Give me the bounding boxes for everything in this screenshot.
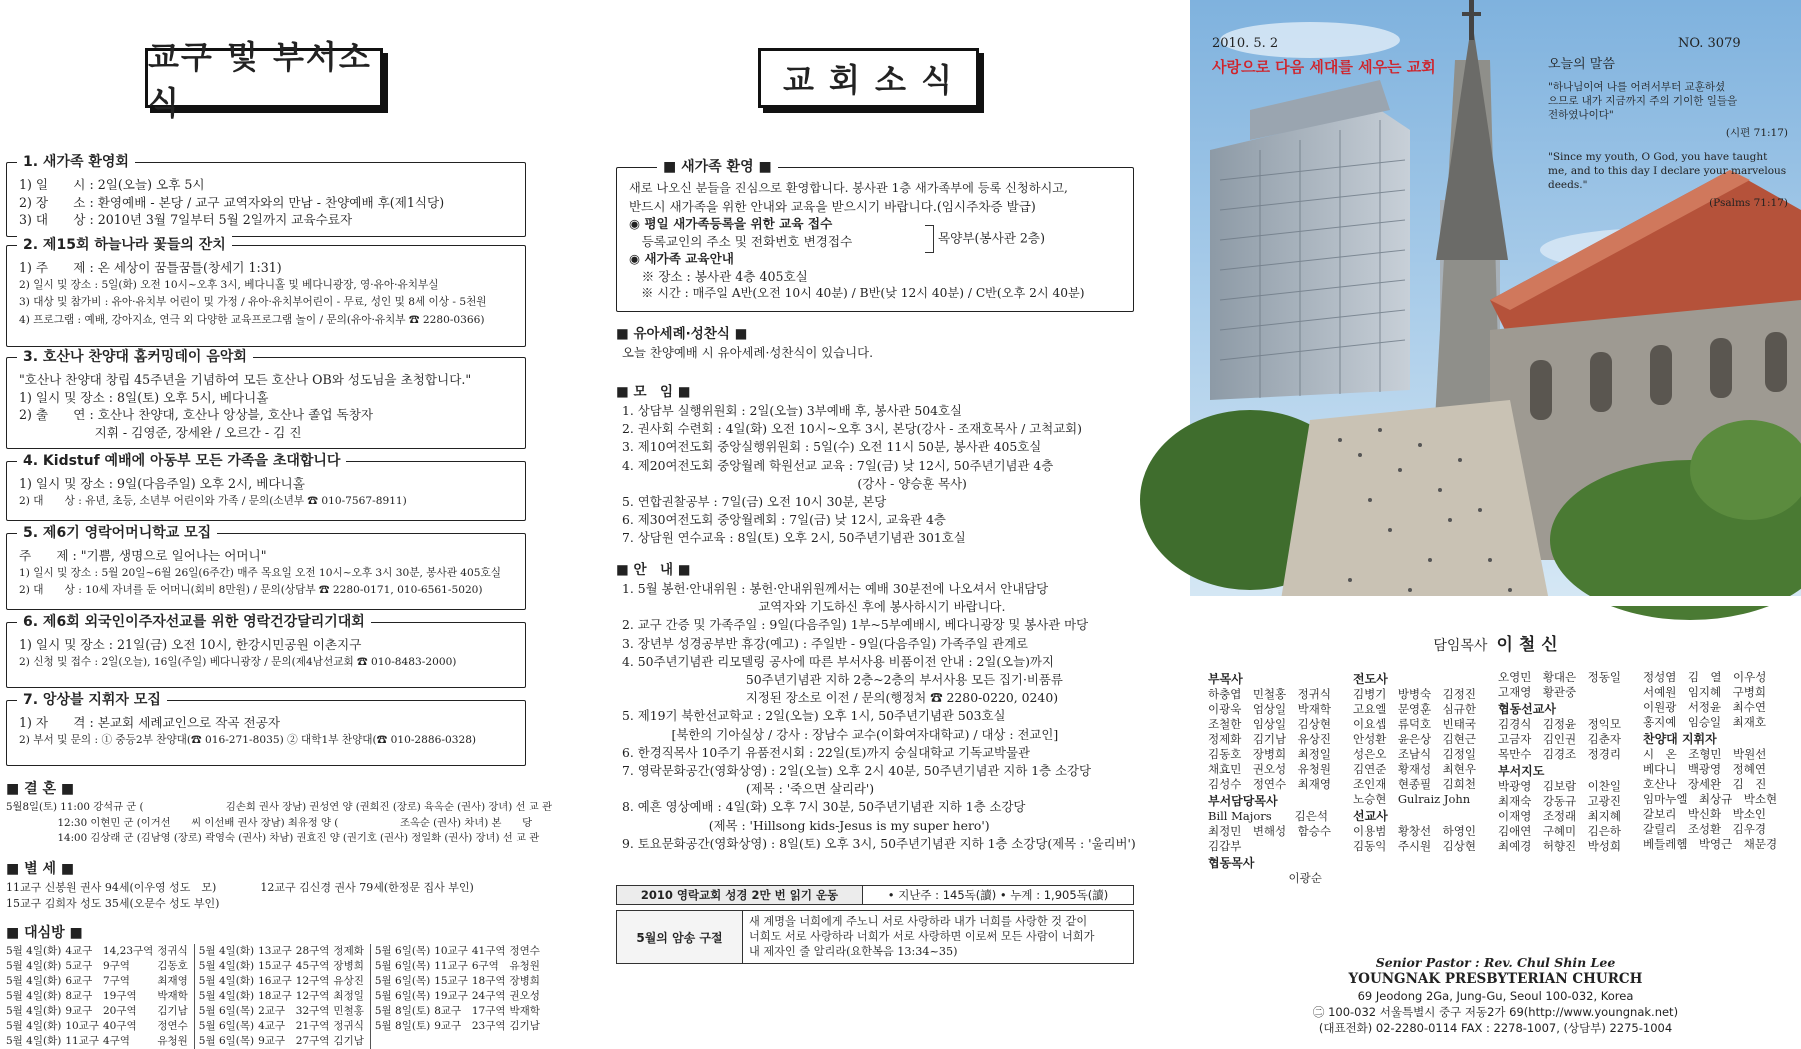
staff-list <box>1208 670 1788 885</box>
staff-names: 갈보리 박신화 박소인 <box>1643 807 1766 821</box>
visit-cell: 박재학 <box>157 989 194 1004</box>
notice-body-2 <box>7 246 525 332</box>
staff-names: 이원광 서정윤 최수연 <box>1643 700 1766 714</box>
notice-box-6 <box>6 614 526 688</box>
visit-cell: 5월 4일(화) <box>6 945 62 957</box>
notice-list <box>622 580 1136 853</box>
newcomer-title: ■ 새가족 환영 ■ <box>657 157 778 177</box>
visit-cell: 18교구 <box>258 990 292 1002</box>
senior-pastor: Senior Pastor : Rev. Chul Shin Lee <box>1375 955 1616 970</box>
visit-cell: 2교구 <box>258 1005 286 1017</box>
meeting-line: (강사 - 양승훈 목사) <box>622 475 967 491</box>
notice-line: 1) 일시 및 장소 : 9일(다음주일) 오후 2시, 베다니홀 <box>19 476 305 491</box>
square-bullet-icon: ■ <box>6 861 25 877</box>
todays-verse <box>1548 58 1788 210</box>
visit-cell: 40구역 <box>102 1020 137 1032</box>
visit-cell: 41구역 <box>471 945 506 957</box>
visit-cell: 김기남 <box>333 1034 370 1049</box>
notice-line: 2) 장 소 : 환영예배 - 본당 / 교구 교역자와의 만남 - 찬양예배 후(제1식당) <box>19 194 445 210</box>
notice-line: 4. 50주년기념관 리모델링 공사에 따른 부서사용 비품이전 안내 : 2일(오늘)까지 <box>622 653 1054 669</box>
notice-line: 6. 한경직목사 10주기 유품전시회 : 22일(토)까지 숭실대학교 기독교박물관 <box>622 744 1030 760</box>
notice-line: 2) 출 연 : 호산나 찬양대, 호산나 앙상블, 호산나 졸업 독창자 <box>19 407 374 422</box>
baptism-line: 오늘 찬양예배 시 유아세례·성찬식이 있습니다. <box>622 345 874 360</box>
visit-cell: 5월 4일(화) <box>6 990 62 1002</box>
staff-names: 안성환 윤은상 김현근 <box>1353 732 1476 746</box>
visit-cell: 4교구 <box>258 1020 286 1032</box>
visit-cell: 장병희 <box>333 959 370 974</box>
square-bullet-icon: ■ <box>56 861 75 877</box>
visit-title: 대심방 <box>24 925 65 941</box>
district-news-column <box>0 0 552 1049</box>
staff-group-heading: 찬양대 지휘자 <box>1643 732 1717 746</box>
meeting-line: 4. 제20여전도회 중앙월례 학원선교 교육 : 7일(금) 낮 12시, 50주년기념관 4층 <box>622 457 1054 473</box>
staff-names: 호산나 장세완 김 진 <box>1643 777 1767 791</box>
square-bullet-icon: ■ <box>6 925 25 941</box>
square-bullet-icon: ■ <box>6 781 25 797</box>
visit-row <box>6 1004 544 1019</box>
baptism-heading: ■ 유아세례·성찬식 ■ <box>616 326 748 342</box>
visit-cell: 5월 8일(토) <box>374 1020 431 1032</box>
wedding-list <box>6 800 552 847</box>
staff-group-heading: 협동선교사 <box>1498 702 1556 716</box>
notice-line: 1) 일 시 : 2일(오늘) 오후 5시 <box>19 177 205 192</box>
staff-names: 김동익 주시원 김상현 <box>1353 839 1476 853</box>
visit-cell: 박재학 <box>509 1005 540 1017</box>
visit-cell: 10교구 <box>65 1020 99 1032</box>
visit-cell: 정연수 <box>509 945 540 957</box>
visit-cell <box>472 1034 510 1049</box>
verse-kr-line: 으므로 내가 지금까지 주의 기이한 일들을 <box>1548 95 1738 107</box>
staff-names: 김경식 김정윤 정익모 <box>1498 717 1621 731</box>
visit-row <box>6 989 544 1004</box>
notice-box-2 <box>6 237 526 347</box>
visit-heading <box>6 922 83 942</box>
staff-names: 이용범 황창선 하영인 <box>1353 824 1476 838</box>
visit-cell: 5월 4일(화) <box>6 960 62 972</box>
visit-cell: 12구역 <box>295 990 330 1002</box>
notice-title-3: 3. 호산나 찬양대 홈커밍데이 음악회 <box>17 347 253 367</box>
wedding-line: 14:00 김상래 군 (김남영 (장로) 곽영숙 (권사) 차남) 권효진 양 (권기호 (권사) 정일화 (권사) 장녀) 선 교 관 <box>6 832 540 844</box>
visit-cell: 5월 6일(목) <box>374 945 431 957</box>
visit-cell: 5월 4일(화) <box>6 1020 62 1032</box>
staff-names: 정제화 김기남 유상진 <box>1208 732 1331 746</box>
visit-cell: 5월 4일(화) <box>6 1035 62 1047</box>
square-bullet-icon: ■ <box>64 925 83 941</box>
visit-cell: 정귀식 <box>333 1019 370 1034</box>
staff-group-heading: 부서담당목사 <box>1208 794 1278 808</box>
notice-box-1 <box>6 154 526 237</box>
notice-line: 주 제 : "기쁨, 생명으로 일어나는 어머니" <box>19 548 267 563</box>
notice-line: 9. 토요문화공간(영화상영) : 8일(토) 오후 3시, 50주년기념관 지하 1층 소강당(제목 : '울리버') <box>622 835 1136 851</box>
staff-names: 오영민 황대은 정동일 <box>1498 670 1621 684</box>
notice-line: 1) 일시 및 장소 : 5월 20일~6월 26일(6주간) 매주 목요일 오전 10시~오후 3시 30분, 봉사관 405호실 <box>19 566 501 579</box>
staff-names: 김성수 정연수 최재영 <box>1208 777 1331 791</box>
visit-cell: 17구역 <box>471 1005 506 1017</box>
issue-date: 2010. 5. 2 <box>1212 36 1279 51</box>
visit-cell: 28구역 <box>295 945 330 957</box>
staff-names: 고요엘 문영훈 심규한 <box>1353 702 1476 716</box>
staff-names: 갈릴리 조성환 김우경 <box>1643 822 1766 836</box>
newcomer-box <box>616 159 1134 312</box>
meeting-line: 5. 연합권찰공부 : 7일(금) 오전 10시 30분, 본당 <box>622 494 887 510</box>
verse-kr-line: 전하였나이다" <box>1548 109 1614 121</box>
verse-en-line: deeds." <box>1548 179 1588 191</box>
meeting-line: 1. 상담부 실행위원회 : 2일(오늘) 3부예배 후, 봉사관 504호실 <box>622 403 962 418</box>
notice-line: 1) 일시 및 장소 : 8일(토) 오후 5시, 베다니홀 <box>19 389 269 405</box>
visit-cell: 15교구 <box>258 960 292 972</box>
staff-names: 이광순 <box>1208 871 1322 885</box>
visit-cell: 유청원 <box>157 1034 194 1049</box>
meeting-list <box>622 402 1082 548</box>
memory-line: 내 제자인 줄 알리라(요한복음 13:34~35) <box>749 945 958 958</box>
staff-names: 하충엽 민철홍 정귀식 <box>1208 687 1331 701</box>
cover-column <box>1190 0 1801 1049</box>
address-en: 69 Jeodong 2Ga, Jung-Gu, Seoul 100-032, Korea <box>1357 989 1634 1003</box>
notice-line: 교역자와 기도하신 후에 봉사하시기 바랍니다. <box>622 599 1006 615</box>
newcomer-line: ◉ 새가족 교육안내 <box>629 251 734 266</box>
visit-cell: 5월 6일(목) <box>198 1005 255 1017</box>
notice-line: (제목 : '죽으면 살리라') <box>622 781 875 797</box>
notice-line: 2) 일시 및 장소 : 5일(화) 오전 10시~오후 3시, 베다니홀 및 베다니광장, 영·유아·유치부실 <box>19 278 439 291</box>
newcomer-line: 반드시 새가족을 위한 안내와 교육을 받으시기 바랍니다.(임시주차증 발급) <box>629 198 1036 214</box>
death-line: 11교구 신봉원 권사 94세(이우영 성도 모) 12교구 김신경 권사 79세(한정문 집사 부인) <box>6 881 474 894</box>
staff-names: 홍지예 임승일 최재호 <box>1643 715 1766 729</box>
visit-cell: 9교구 <box>434 1020 462 1032</box>
visit-cell: 23구역 <box>471 1020 506 1032</box>
staff-names: 채효민 권오성 유청원 <box>1208 762 1331 776</box>
staff-names: 시 온 조형민 박원선 <box>1643 747 1767 761</box>
notice-body-1 <box>7 163 525 232</box>
visit-cell: 4구역 <box>102 1035 130 1047</box>
staff-names: 임마누엘 최상규 박소현 <box>1643 792 1778 806</box>
visit-cell: 5월 6일(목) <box>198 1035 255 1047</box>
staff-names: 베들레헴 박영근 채문경 <box>1643 837 1778 851</box>
newcomer-line: ※ 시간 : 매주일 A반(오전 10시 40분) / B반(낮 12시 40분) / C반(오후 2시 40분) <box>629 286 1085 300</box>
verse-en-ref: (Psalms 71:17) <box>1709 197 1788 209</box>
issue-number: NO. 3079 <box>1678 36 1741 51</box>
newcomer-line: ◉ 평일 새가족등록을 위한 교육 접수 <box>629 216 833 231</box>
staff-names: 고금자 김인권 김춘자 <box>1498 732 1621 746</box>
notice-title-2: 2. 제15회 하늘나라 꽃들의 잔치 <box>17 235 232 255</box>
staff-names: 베다니 백광영 정혜연 <box>1643 762 1766 776</box>
staff-names: 이광욱 엄상일 박재학 <box>1208 702 1331 716</box>
notice-line: 1. 5월 봉헌·안내위원 : 봉헌·안내위원께서는 예배 30분전에 나오셔서 안내담당 <box>622 581 1049 596</box>
staff-names: 고재영 황관중 <box>1498 685 1577 699</box>
visit-cell: 5월 4일(화) <box>198 990 255 1002</box>
staff-names: 김연준 황재성 최현우 <box>1353 762 1476 776</box>
meeting-line: 2. 권사회 수련회 : 4일(화) 오전 10시~오후 3시, 본당(강사 - 조재호목사 / 고척교회) <box>622 421 1082 437</box>
notice-heading: ■ 안 내 ■ <box>616 562 691 578</box>
district-news-banner: 교구 및 부서소식 <box>145 48 383 108</box>
meeting-line: 7. 상담원 연수교육 : 8일(토) 오후 2시, 50주년기념관 301호실 <box>622 530 966 546</box>
meeting-heading: ■ 모 임 ■ <box>616 384 691 400</box>
notice-line: 3) 대상 및 참가비 : 유아·유치부 어린이 및 가정 / 유아·유치부어린이 - 무료, 성인 및 8세 이상 - 5천원 <box>19 296 487 308</box>
notice-line: 5. 제19기 북한선교학교 : 2일(오늘) 오후 1시, 50주년기념관 503호실 <box>622 708 1006 724</box>
death-heading <box>6 858 74 878</box>
notice-box-3 <box>6 349 526 449</box>
staff-names: 성은오 조남식 김정일 <box>1353 747 1476 761</box>
visit-row <box>6 959 544 974</box>
visit-cell: 5월 4일(화) <box>6 975 62 987</box>
notice-line: 3) 대 상 : 2010년 3월 7일부터 5월 2일까지 교육수료자 <box>19 212 353 227</box>
notice-body-5 <box>7 534 525 603</box>
notice-body-3 <box>7 358 525 444</box>
meeting-line: 6. 제30여전도회 중앙월례회 : 7일(금) 낮 12시, 교육관 4층 <box>622 512 946 528</box>
church-name-en: YOUNGNAK PRESBYTERIAN CHURCH <box>1348 971 1643 987</box>
visit-cell: 13교구 <box>258 945 292 957</box>
visit-cell: 권오성 <box>509 990 540 1002</box>
notice-line: 지정된 장소로 이전 / 문의(행정처 ☎ 2280-0220, 0240) <box>622 690 1059 706</box>
notice-box-4 <box>6 453 526 521</box>
visit-cell: 5월 8일(토) <box>374 1005 431 1017</box>
notice-box-7 <box>6 692 526 766</box>
wedding-line: 5월8일(토) 11:00 강석규 군 ( 김손희 권사 장남) 권성연 양 (권희진 (장로) 육옥순 (권사) 장녀) 선 교 관 <box>6 801 552 813</box>
visit-cell <box>510 1034 544 1049</box>
newcomer-line: ※ 장소 : 봉사관 4층 405호실 <box>629 268 808 284</box>
staff-group-heading: 전도사 <box>1353 672 1388 686</box>
staff-names: 노승현 Gulraiz John <box>1353 792 1471 806</box>
visit-cell: 8교구 <box>65 990 93 1002</box>
church-slogan: 사랑으로 다음 세대를 세우는 교회 <box>1212 58 1436 76</box>
wedding-line: 12:30 이현민 군 (이거선 씨 이선배 권사 장남) 최유정 양 ( 조옥순 (권사) 차녀) 본 당 <box>6 816 533 829</box>
notice-title-4: 4. Kidstuf 예배에 아동부 모든 가족을 초대합니다 <box>17 451 346 471</box>
visit-cell: 5월 6일(목) <box>374 975 431 987</box>
notice-line: 1) 주 제 : 온 세상이 꿈틀꿈틀(창세기 1:31) <box>19 260 282 275</box>
staff-names: 목만수 김경조 정경리 <box>1498 747 1621 761</box>
staff-group-heading: 부목사 <box>1208 672 1243 686</box>
visit-cell: 6구역 <box>471 960 499 972</box>
staff-names: 박광영 김보람 이찬일 <box>1498 779 1621 793</box>
visit-cell: 장병희 <box>509 975 540 987</box>
staff-names: 김갑부 <box>1208 839 1242 853</box>
newcomer-side-text: 목양부(봉사관 2층) <box>938 230 1046 246</box>
notice-line: 2) 대 상 : 10세 자녀를 둔 어머니(회비 8만원) / 문의(상담부 ☎ 2280-0171, 010-6561-5020) <box>19 584 483 596</box>
notice-title-7: 7. 앙상블 지휘자 모집 <box>17 690 167 710</box>
memory-verse-label: 5월의 암송 구절 <box>617 911 743 963</box>
notice-line: 지휘 - 김영준, 장세완 / 오르간 - 김 진 <box>19 424 302 440</box>
death-list <box>6 880 474 912</box>
visit-cell: 19구역 <box>102 990 137 1002</box>
wedding-title: 결 혼 <box>24 781 57 797</box>
visit-cell: 32구역 <box>295 1005 330 1017</box>
newcomer-line: 등록교인의 주소 및 전화번호 변경접수 <box>629 233 853 249</box>
visit-cell: 5월 6일(목) <box>374 990 431 1002</box>
visit-cell: 24구역 <box>471 990 506 1002</box>
visit-row <box>6 974 544 989</box>
verse-kr-line: "하나님이여 나를 어려서부터 교훈하셨 <box>1548 81 1726 93</box>
visit-cell: 5월 4일(화) <box>198 960 255 972</box>
visit-cell: 12구역 <box>295 975 330 987</box>
visit-cell: 정연수 <box>157 1019 194 1034</box>
notice-box-5 <box>6 525 526 610</box>
visit-cell: 5월 4일(화) <box>6 1005 62 1017</box>
notice-line: [북한의 기아실상 / 강사 : 장남수 교수(이화여자대학교) / 대상 : 전교인] <box>622 726 1059 742</box>
notice-line: (제목 : 'Hillsong kids-Jesus is my super hero') <box>622 817 990 833</box>
visit-cell: 9구역 <box>102 960 130 972</box>
baptism-list <box>622 344 873 362</box>
notice-title-6: 6. 제6회 외국인이주자선교를 위한 영락건강달리기대회 <box>17 612 371 632</box>
visit-cell: 11교구 <box>65 1035 99 1047</box>
visit-cell: 11교구 <box>434 960 468 972</box>
visit-cell: 5월 6일(목) <box>198 1020 255 1032</box>
staff-names: 서예원 임지혜 구병희 <box>1643 685 1766 699</box>
staff-names: 정성염 김 열 이우성 <box>1643 670 1767 684</box>
staff-group-heading: 선교사 <box>1353 809 1388 823</box>
visit-cell: 5월 4일(화) <box>198 975 255 987</box>
newcomer-line: 새로 나오신 분들을 진심으로 환영합니다. 봉사관 1층 새가족부에 등록 신청하시고, <box>629 181 1068 195</box>
notice-line: 2. 교구 간증 및 가족주일 : 9일(다음주일) 1부~5부예배시, 베다니광장 및 봉사관 마당 <box>622 617 1089 633</box>
staff-names: 이재영 조정래 최지혜 <box>1498 809 1621 823</box>
notice-line: 2) 대 상 : 유년, 초등, 소년부 어린이와 가족 / 문의(소년부 ☎ 010-7567-8911) <box>19 494 407 507</box>
notice-line: 8. 예흔 영상예배 : 4일(화) 오후 7시 30분, 50주년기념관 지하 1층 소강당 <box>622 799 1026 815</box>
memory-line: 너희도 서로 사랑하라 너희가 서로 사랑하면 이로써 모든 사람이 너희가 <box>749 930 1095 943</box>
visit-cell: 15교구 <box>434 975 468 987</box>
church-news-banner: 교 회 소 식 <box>758 48 979 108</box>
newcomer-side-note <box>925 225 1045 253</box>
visit-cell: 27구역 <box>295 1035 330 1047</box>
visit-cell: 유상진 <box>333 974 370 989</box>
visit-cell <box>434 1034 472 1049</box>
meeting-line: 3. 제10여전도회 중앙실행위원회 : 5일(수) 오전 11시 50분, 봉사관 405호실 <box>622 439 1042 455</box>
verse-en-line: me, and to this day I declare your marvelous <box>1548 165 1787 177</box>
visit-row <box>6 1034 544 1049</box>
visit-cell: 7구역 <box>102 975 130 987</box>
visit-cell: 14,23구역 <box>102 945 154 957</box>
staff-names: 최재숙 강동규 고광진 <box>1498 794 1621 808</box>
staff-group-heading: 협동목사 <box>1208 856 1255 870</box>
verse-title: 오늘의 말씀 <box>1548 57 1615 72</box>
bible-reading-bar <box>616 885 1134 905</box>
visit-schedule-table <box>6 944 544 1049</box>
visit-cell: 김기남 <box>157 1004 194 1019</box>
visit-cell <box>370 1034 434 1049</box>
visit-cell: 21구역 <box>295 1020 330 1032</box>
notice-line: 1) 일시 및 장소 : 21일(금) 오전 10시, 한강시민공원 이촌지구 <box>19 637 362 652</box>
notice-line: 4) 프로그램 : 예배, 강아지쇼, 연극 외 다양한 교육프로그램 놀이 / 문의(유아·유치부 ☎ 2280-0366) <box>19 313 485 326</box>
notice-title-5: 5. 제6기 영락어머니학교 모집 <box>17 523 217 543</box>
staff-names: 이요셉 류덕호 빈태국 <box>1353 717 1476 731</box>
pastor-label: 담임목사 <box>1433 638 1488 654</box>
phone-info: (대표전화) 02-2280-0114 FAX : 2278-1007, (상담부) 2275-1004 <box>1318 1021 1673 1035</box>
visit-cell: 민철홍 <box>333 1004 370 1019</box>
visit-row <box>6 944 544 959</box>
staff-names: 최정민 변해성 함승수 <box>1208 824 1331 838</box>
visit-cell: 김동호 <box>157 959 194 974</box>
pastor-name: 이 철 신 <box>1496 635 1558 655</box>
staff-names: 김동호 장병희 최정일 <box>1208 747 1331 761</box>
bible-reading-label: 2010 영락교회 성경 2만 번 읽기 운동 <box>617 886 863 904</box>
visit-cell: 20구역 <box>102 1005 137 1017</box>
staff-names: 최예경 허향진 박성희 <box>1498 839 1621 853</box>
visit-cell: 김기남 <box>509 1020 540 1032</box>
notice-line: 2) 부서 및 문의 : ① 중등2부 찬양대(☎ 016-271-8035) ② 대학1부 찬양대(☎ 010-2886-0328) <box>19 733 477 746</box>
visit-cell: 최재영 <box>157 974 194 989</box>
church-footer <box>1190 955 1801 1036</box>
square-bullet-icon: ■ <box>56 781 75 797</box>
visit-cell: 8교구 <box>434 1005 462 1017</box>
notice-title-1: 1. 새가족 환영회 <box>17 152 135 172</box>
staff-names: 김애연 구혜미 김은하 <box>1498 824 1621 838</box>
visit-cell: 최정일 <box>333 989 370 1004</box>
notice-line: 3. 장년부 성경공부반 휴강(예고) : 주일반 - 9일(다음주일) 가족주일 관계로 <box>622 635 1029 651</box>
church-news-column <box>610 0 1140 1049</box>
staff-names: 조철한 임상일 김상현 <box>1208 717 1331 731</box>
visit-cell: 4교구 <box>65 945 93 957</box>
notice-line: 7. 영락문화공간(영화상영) : 2일(오늘) 오후 2시 40분, 50주년기념관 지하 1층 소강당 <box>622 763 1091 779</box>
church-photo <box>1190 0 1801 606</box>
wedding-heading <box>6 778 74 798</box>
visit-cell: 9교구 <box>258 1035 286 1047</box>
visit-cell: 19교구 <box>434 990 468 1002</box>
visit-cell: 유청원 <box>509 960 540 972</box>
visit-cell: 10교구 <box>434 945 468 957</box>
visit-cell: 18구역 <box>471 975 506 987</box>
memory-line: 새 계명을 너희에게 주노니 서로 사랑하라 내가 너희를 사랑한 것 같이 <box>749 915 1088 928</box>
visit-cell: 정제화 <box>333 944 370 959</box>
verse-en-line: "Since my youth, O God, you have taught <box>1548 151 1768 163</box>
visit-cell: 6교구 <box>65 975 93 987</box>
visit-cell: 16교구 <box>258 975 292 987</box>
staff-names: 김병기 방병숙 김정진 <box>1353 687 1476 701</box>
notice-line: "호산나 찬양대 창립 45주년을 기념하여 모든 호산나 OB와 성도님을 초청합니다." <box>19 372 472 387</box>
visit-cell: 45구역 <box>295 960 330 972</box>
visit-cell: 5월 4일(화) <box>198 945 255 957</box>
staff-names: Bill Majors 김은석 <box>1208 809 1328 823</box>
memory-verse-box <box>616 910 1134 964</box>
death-title: 별 세 <box>24 861 57 877</box>
visit-cell: 5교구 <box>65 960 93 972</box>
address-kr: ㊁ 100-032 서울특별시 중구 저동2가 69(http://www.youngnak.net) <box>1312 1005 1679 1019</box>
verse-kr-ref: (시편 71:17) <box>1725 127 1788 139</box>
death-line: 15교구 김희자 성도 35세(오문수 성도 부인) <box>6 897 220 910</box>
bible-reading-stat: • 지난주 : 145독(讀) • 누계 : 1,905독(讀) <box>887 888 1109 902</box>
visit-cell: 5월 6일(목) <box>374 960 431 972</box>
staff-group-heading: 부서지도 <box>1498 764 1545 778</box>
notice-line: 1) 자 격 : 본교회 세례교인으로 작곡 전공자 <box>19 715 281 730</box>
visit-cell: 9교구 <box>65 1005 93 1017</box>
staff-names: 조인재 현종필 김희천 <box>1353 777 1476 791</box>
visit-row <box>6 1019 544 1034</box>
memory-verse-text <box>743 911 1133 963</box>
pastor-line <box>1190 630 1801 655</box>
visit-cell: 정귀식 <box>157 944 194 959</box>
notice-line: 50주년기념관 지하 2층~2층의 부서사용 모든 집기·비품류 <box>622 672 1063 688</box>
notice-line: 2) 신청 및 접수 : 2일(오늘), 16일(주일) 베다니광장 / 문의(제4남선교회 ☎ 010-8483-2000) <box>19 655 457 668</box>
